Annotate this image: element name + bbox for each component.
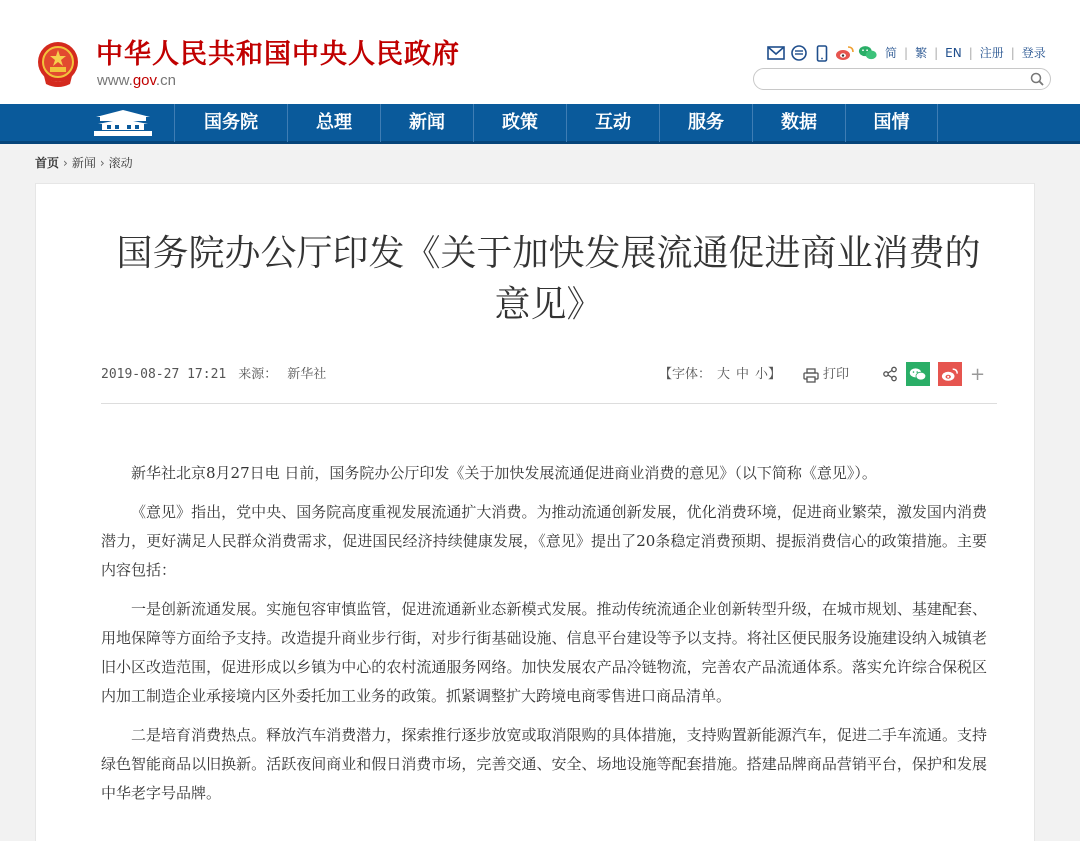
share-icon[interactable] <box>882 366 898 382</box>
nav-item-interaction[interactable]: 互动 <box>566 104 659 142</box>
register-link[interactable]: 注册 <box>979 46 1004 60</box>
share-wechat-icon[interactable] <box>906 362 930 386</box>
national-emblem-icon[interactable] <box>36 40 80 88</box>
article-paragraph: 二是培育消费热点。释放汽车消费潜力，探索推行逐步放宽或取消限购的具体措施，支持购置新能源汽车，促进二手车流通。支持绿色智能商品以旧换新。活跃夜间商业和假日消费市场，完善交通、安全、场地设施等配套措施。搭建品牌商品营销平台，保护和发展中华老字号品牌。 <box>101 726 987 802</box>
nav-item-national-info[interactable]: 国情 <box>845 104 938 142</box>
article-paragraph: 新华社北京8月27日电 日前，国务院办公厅印发《关于加快发展流通促进商业消费的意见》（以下简称《意见》）。 <box>131 464 877 482</box>
header-tools <box>766 43 1050 63</box>
nav-item-policy[interactable]: 政策 <box>473 104 566 142</box>
english-link[interactable]: EN <box>945 46 962 60</box>
weibo-icon[interactable] <box>835 44 855 62</box>
article-paragraph: 《意见》指出，党中央、国务院高度重视发展流通扩大消费。为推动流通创新发展，优化消费环境，促进商业繁荣，激发国内消费潜力，更好满足人民群众消费需求，促进国民经济持续健康发展，《意见》提出了20条稳定消费预期、提振消费信心的政策措施。主要内容包括： <box>101 503 987 579</box>
breadcrumb-news[interactable]: 新闻 <box>71 156 96 170</box>
nav-item-premier[interactable]: 总理 <box>287 104 380 142</box>
chevron-right-icon: › <box>63 156 68 170</box>
print-button[interactable] <box>803 365 849 385</box>
chevron-right-icon: › <box>99 156 105 170</box>
source-label: 来源： <box>238 367 278 382</box>
font-size-control <box>659 365 781 385</box>
site-title[interactable]: 中华人民共和国中央人民政府 <box>96 39 460 70</box>
tiananmen-home-icon[interactable] <box>90 107 156 139</box>
simplified-chinese-link[interactable]: 简 <box>885 46 898 60</box>
nav-item-service[interactable]: 服务 <box>659 104 752 142</box>
publish-date: 2019-08-27 17:21 <box>101 367 227 382</box>
nav-item-data[interactable]: 数据 <box>752 104 845 142</box>
font-size-label: 【字体： <box>659 367 712 382</box>
tool-separator: | <box>968 46 973 60</box>
source-name: 新华社 <box>287 367 327 382</box>
font-large-button[interactable]: 大 <box>717 367 731 382</box>
print-label: 打印 <box>823 367 850 382</box>
search-icon[interactable] <box>1030 72 1044 86</box>
plus-icon[interactable]: + <box>970 363 986 385</box>
tool-separator: | <box>904 46 909 60</box>
wechat-icon[interactable] <box>858 44 878 62</box>
font-medium-button[interactable]: 中 <box>736 367 750 382</box>
breadcrumb <box>35 155 133 171</box>
login-link[interactable]: 登录 <box>1021 46 1046 60</box>
tool-separator: | <box>1010 46 1015 60</box>
breadcrumb-home[interactable]: 首页 <box>35 156 60 170</box>
site-url[interactable] <box>97 72 176 90</box>
breadcrumb-rolling[interactable]: 滚动 <box>108 156 133 170</box>
article-body <box>101 459 987 818</box>
article-title: 国务院办公厅印发《关于加快发展流通促进商业消费的意见》 <box>116 233 981 325</box>
url-brand: gov <box>132 72 156 89</box>
mobile-icon[interactable] <box>812 44 832 62</box>
article-meta <box>101 365 326 385</box>
nav-item-news[interactable]: 新闻 <box>380 104 473 142</box>
meta-divider <box>101 403 997 404</box>
url-suffix: .cn <box>155 72 176 89</box>
share-weibo-icon[interactable] <box>938 362 962 386</box>
tool-separator: | <box>934 46 939 60</box>
font-small-button[interactable]: 小】 <box>755 367 782 382</box>
url-prefix: www. <box>97 72 133 89</box>
print-icon <box>803 368 819 383</box>
share-bar <box>882 362 985 386</box>
article-paragraph: 一是创新流通发展。实施包容审慎监管，促进流通新业态新模式发展。推动传统流通企业创新转型升级，在城市规划、基建配套、用地保障等方面给予支持。改造提升商业步行街，对步行街基础设施、信息平台建设等予以支持。将社区便民服务设施建设纳入城镇老旧小区改造范围，促进形成以乡镇为中心的农村流通服务网络。加快发展农产品冷链物流，完善农产品流通体系。落实允许综合保税区内加工制造企业承接境内区外委托加工业务的政策。抓紧调整扩大跨境电商零售进口商品清单。 <box>101 600 987 705</box>
nav-item-state-council[interactable]: 国务院 <box>174 104 287 142</box>
mail-icon[interactable] <box>766 44 786 62</box>
traditional-chinese-link[interactable]: 繁 <box>915 46 928 60</box>
chat-icon[interactable] <box>789 44 809 62</box>
search-input[interactable] <box>753 68 1051 90</box>
